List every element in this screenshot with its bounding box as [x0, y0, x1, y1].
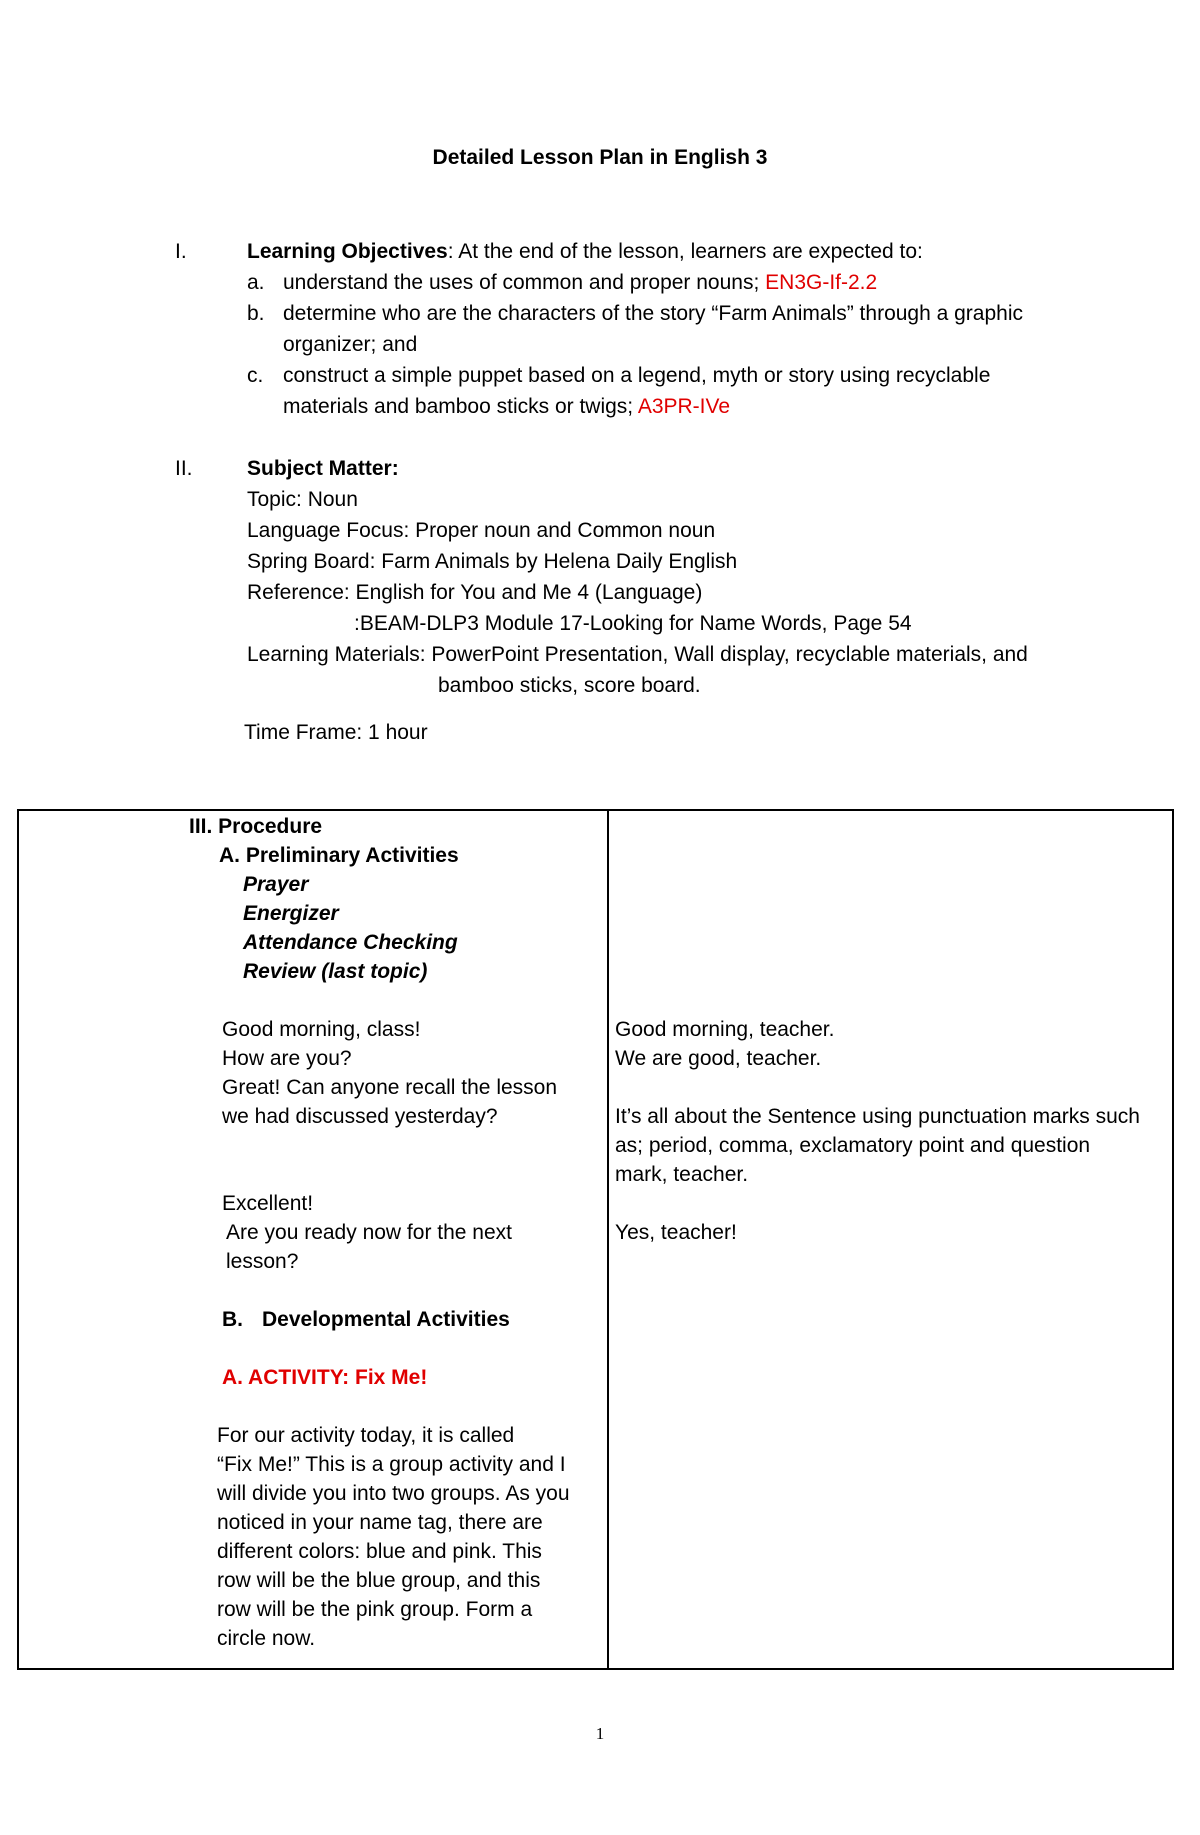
teacher-line: we had discussed yesterday? — [222, 1105, 498, 1128]
teacher-line: Are you ready now for the next — [226, 1221, 512, 1244]
document-title: Detailed Lesson Plan in English 3 — [432, 146, 768, 169]
teacher-column — [19, 811, 607, 1668]
objectives-intro: : At the end of the lesson, learners are expected to: — [447, 240, 923, 263]
section-number-subject: II. — [175, 457, 193, 480]
teacher-line: Good morning, class! — [222, 1018, 421, 1041]
activity-line: noticed in your name tag, there are — [217, 1511, 543, 1534]
student-line: It’s all about the Sentence using punctuation marks such — [615, 1105, 1140, 1128]
objective-a — [283, 267, 877, 298]
activity-line: circle now. — [217, 1627, 316, 1650]
subject-topic: Topic: Noun — [247, 488, 358, 511]
teacher-line: Excellent! — [222, 1192, 314, 1215]
subject-language-focus: Language Focus: Proper noun and Common noun — [247, 519, 716, 542]
subject-materials: Learning Materials: PowerPoint Presentation, Wall display, recyclable materials, and — [247, 643, 1028, 666]
competency-code: A3PR-IVe — [637, 395, 731, 418]
page-number: 1 — [595, 1724, 605, 1743]
objective-c-line2 — [283, 391, 730, 422]
student-column — [609, 811, 1174, 1668]
preliminary-item: Energizer — [243, 902, 339, 925]
student-line: Yes, teacher! — [615, 1221, 737, 1244]
activity-line: For our activity today, it is called — [217, 1424, 515, 1447]
preliminary-item: Review (last topic) — [243, 960, 428, 983]
subject-materials-continued: bamboo sticks, score board. — [438, 674, 701, 697]
preliminary-heading: A. Preliminary Activities — [219, 844, 459, 867]
developmental-heading: Developmental Activities — [262, 1308, 510, 1331]
preliminary-item: Attendance Checking — [243, 931, 458, 954]
subject-reference: Reference: English for You and Me 4 (Language) — [247, 581, 703, 604]
objective-c-text: materials and bamboo sticks or twigs; — [283, 395, 634, 418]
objectives-heading: Learning Objectives — [247, 240, 448, 263]
objective-a-text: understand the uses of common and proper nouns; — [283, 271, 760, 294]
competency-code: EN3G-If-2.2 — [765, 271, 878, 294]
objectives-intro-line — [247, 236, 923, 267]
developmental-letter: B. — [222, 1308, 243, 1331]
activity-line: will divide you into two groups. As you — [217, 1482, 570, 1505]
subject-spring-board: Spring Board: Farm Animals by Helena Daily English — [247, 550, 738, 573]
procedure-heading: III. Procedure — [189, 815, 323, 838]
section-number-objectives: I. — [175, 240, 187, 263]
objective-letter: c. — [247, 364, 264, 387]
student-line: We are good, teacher. — [615, 1047, 822, 1070]
activity-line: “Fix Me!” This is a group activity and I — [217, 1453, 566, 1476]
student-line: mark, teacher. — [615, 1163, 749, 1186]
objective-letter: a. — [247, 271, 265, 294]
objective-letter: b. — [247, 302, 265, 325]
procedure-table — [17, 809, 1174, 1670]
activity-heading: A. ACTIVITY: Fix Me! — [222, 1366, 428, 1389]
activity-line: row will be the blue group, and this — [217, 1569, 541, 1592]
student-line: Good morning, teacher. — [615, 1018, 835, 1041]
subject-time-frame: Time Frame: 1 hour — [244, 721, 428, 744]
teacher-line: How are you? — [222, 1047, 352, 1070]
preliminary-item: Prayer — [243, 873, 309, 896]
activity-line: different colors: blue and pink. This — [217, 1540, 542, 1563]
activity-line: row will be the pink group. Form a — [217, 1598, 533, 1621]
teacher-line: lesson? — [226, 1250, 299, 1273]
objective-b-line2: organizer; and — [283, 333, 418, 356]
objective-b-line1: determine who are the characters of the story “Farm Animals” through a graphic — [283, 302, 1024, 325]
teacher-line: Great! Can anyone recall the lesson — [222, 1076, 558, 1099]
student-line: as; period, comma, exclamatory point and question — [615, 1134, 1091, 1157]
objective-c-line1: construct a simple puppet based on a legend, myth or story using recyclable — [283, 364, 991, 387]
subject-heading: Subject Matter: — [247, 457, 399, 480]
subject-reference-continued: :BEAM-DLP3 Module 17-Looking for Name Words, Page 54 — [354, 612, 912, 635]
